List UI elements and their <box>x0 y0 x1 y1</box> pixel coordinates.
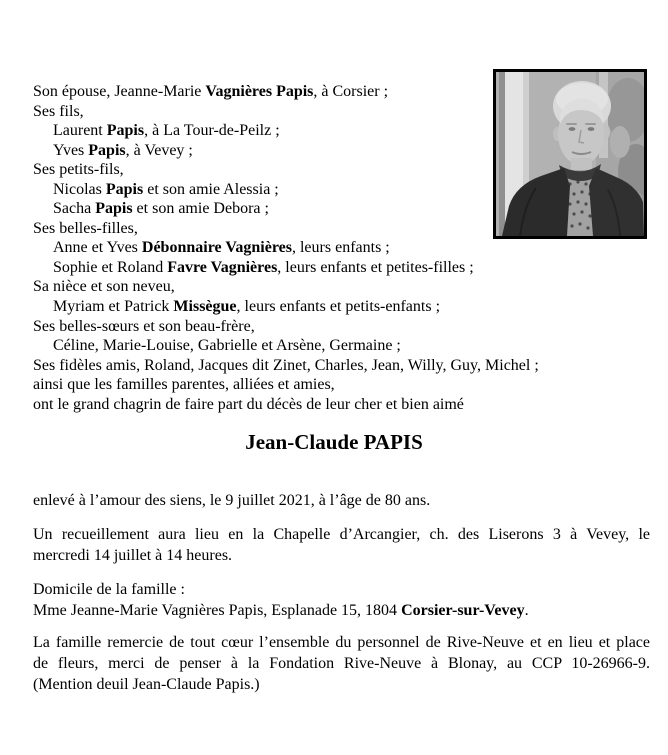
paragraph-line <box>33 524 650 545</box>
family-line <box>33 141 650 161</box>
paragraph-line <box>33 600 650 621</box>
text-segment: et son amie Debora ; <box>132 200 269 218</box>
text-segment: enlevé à l’amour des siens, le 9 juillet 2021, à l’âge de 80 ans. <box>33 492 431 509</box>
family-line <box>33 180 650 200</box>
text-segment: , à La Tour-de-Peilz ; <box>144 122 280 140</box>
emphasized-name: Missègue <box>173 298 237 316</box>
text-segment: (Mention deuil Jean-Claude Papis.) <box>33 676 260 693</box>
text-segment: Myriam et Patrick <box>53 298 174 316</box>
family-line <box>33 395 650 415</box>
text-segment: , leurs enfants et petites-filles ; <box>277 258 474 276</box>
text-segment: Mme Jeanne-Marie Vagnières Papis, Esplanade 15, 1804 <box>33 602 402 619</box>
text-segment: Un recueillement aura lieu en la Chapelle d’Arcangier, ch. des Liserons 3 à Vevey, le <box>33 526 650 543</box>
text-segment: , à Corsier ; <box>313 83 389 100</box>
paragraph-line <box>33 653 650 674</box>
text-segment: Ses belles-filles, <box>33 219 138 237</box>
paragraph-line <box>33 579 650 600</box>
family-line <box>33 317 650 337</box>
text-segment: Céline, Marie-Louise, Gabrielle et Arsène, Germaine ; <box>53 337 401 355</box>
text-segment: Sa nièce et son neveu, <box>33 278 175 296</box>
text-segment: La famille remercie de tout cœur l’ensemble du personnel de Rive-Neuve et en lieu et place <box>33 634 650 651</box>
text-segment: Sacha <box>53 200 96 218</box>
family-line <box>33 375 650 395</box>
family-line <box>33 336 650 356</box>
text-segment: Ses fidèles amis, Roland, Jacques dit Zinet, Charles, Jean, Willy, Guy, Michel ; <box>33 356 539 374</box>
text-segment: et son amie Alessia ; <box>143 180 279 198</box>
text-segment: ont le grand chagrin de faire part du décès de leur cher et bien aimé <box>33 395 464 413</box>
paragraph-line <box>33 632 650 653</box>
text-segment: , leurs enfants et petits-enfants ; <box>236 298 441 316</box>
text-segment: mercredi 14 juillet à 14 heures. <box>33 547 233 564</box>
family-line <box>33 297 650 317</box>
paragraph-line <box>33 674 650 695</box>
family-line <box>33 102 650 122</box>
text-segment: Ses petits-fils, <box>33 161 124 179</box>
family-line <box>33 82 650 102</box>
paragraph-service-info <box>33 524 650 566</box>
text-segment: Ses belles-sœurs et son beau-frère, <box>33 317 255 335</box>
text-segment: . <box>524 602 529 619</box>
emphasized-name: Papis <box>105 180 144 198</box>
family-line <box>33 121 650 141</box>
family-line <box>33 199 650 219</box>
deceased-name-heading: Jean-Claude PAPIS <box>245 430 423 454</box>
emphasized-name: Débonnaire Vagnières <box>141 239 292 257</box>
text-segment: , à Vevey ; <box>125 141 193 159</box>
text-segment: Son épouse, Jeanne-Marie <box>33 83 206 100</box>
text-segment: Sophie et Roland <box>53 258 168 276</box>
text-segment: Laurent <box>53 122 107 140</box>
paragraph-line <box>33 545 650 566</box>
emphasized-name: Vagnières Papis <box>205 83 314 100</box>
family-line <box>33 356 650 376</box>
text-segment: de fleurs, merci de penser à la Fondation Rive-Neuve à Blonay, au CCP 10-26966-9. <box>33 655 650 672</box>
text-segment: Nicolas <box>53 180 106 198</box>
emphasized-name: Corsier-sur-Vevey <box>401 602 525 619</box>
text-segment: ainsi que les familles parentes, alliées et amies, <box>33 376 335 394</box>
family-line <box>33 160 650 180</box>
family-line <box>33 238 650 258</box>
text-segment: , leurs enfants ; <box>291 239 390 257</box>
family-line <box>33 219 650 239</box>
paragraph-line <box>33 490 650 511</box>
emphasized-name: Papis <box>106 122 145 140</box>
family-line <box>33 258 650 278</box>
text-segment: Ses fils, <box>33 102 84 120</box>
emphasized-name: Papis <box>88 141 126 159</box>
family-line <box>33 277 650 297</box>
paragraph-family-address <box>33 579 650 621</box>
paragraph-thanks <box>33 632 650 695</box>
emphasized-name: Papis <box>95 200 133 218</box>
paragraph-death-notice <box>33 490 650 511</box>
text-segment: Anne et Yves <box>53 239 142 257</box>
text-segment: Yves <box>53 141 89 159</box>
emphasized-name: Favre Vagnières <box>167 258 278 276</box>
family-list <box>33 82 650 414</box>
text-segment: Domicile de la famille : <box>33 581 185 598</box>
